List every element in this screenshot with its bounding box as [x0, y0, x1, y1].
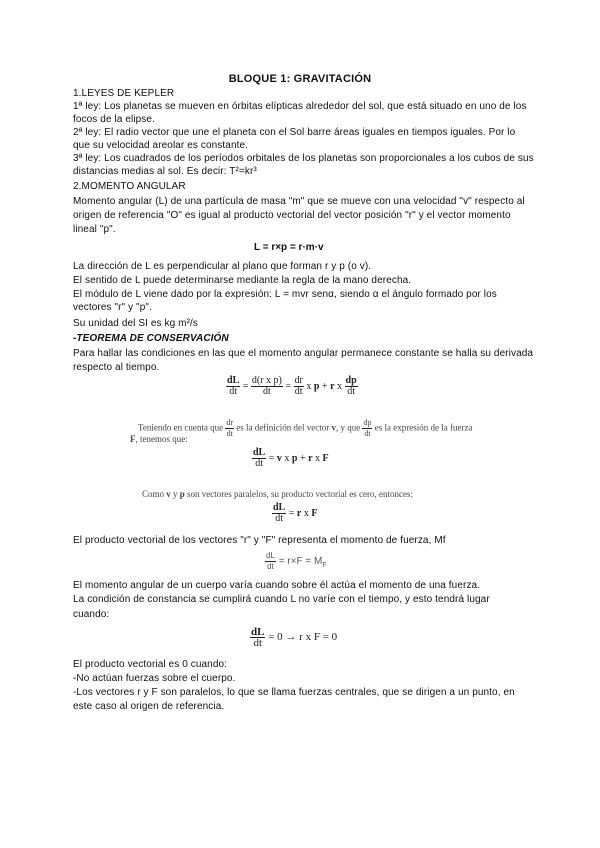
paragraph-line: Su unidad del SI es kg m²/s [73, 318, 198, 329]
paragraph-line: El producto vectorial es 0 cuando: [73, 659, 228, 670]
page-title: BLOQUE 1: GRAVITACIÓN [228, 73, 372, 85]
paragraph-line: Para hallar las condiciones en las que el momento angular permanece constante se halla su derivada [73, 348, 534, 359]
section-heading-kepler: 1.LEYES DE KEPLER [73, 88, 175, 99]
equation-torque-form: $\frac{dL}{dt}$ = r x F [273, 502, 318, 524]
explanation-line: F, tenemos que: [130, 434, 188, 444]
paragraph-line: El producto vectorial de los vectores "r" y "F" representa el momento de fuerza, Mf [73, 535, 446, 546]
equation-angular-momentum: L = r×p = r·m·v [254, 242, 324, 253]
equation-moment-of-force: $\frac{dL}{dt}$ = $r\times F = M_F$ [266, 551, 327, 571]
equation-conservation-condition: $\frac{dL}{dt}$ = 0 → r x F = 0 [251, 626, 338, 649]
paragraph-line: vectores "r" y "p". [73, 302, 152, 313]
explanation-line: Teniendo en cuenta que $\frac{dr}{dt}$ es la definición del vector v, y que $\frac{dp}{dt}$ es la expresión de la fuerza [138, 418, 473, 438]
paragraph-line: El momento angular de un cuerpo varía cuando sobre él actúa el momento de una fuerza. [73, 580, 481, 591]
paragraph-line: 3ª ley: Los cuadrados de los períodos orbitales de los planetas son proporcionales a los cubos de sus [73, 153, 534, 164]
section-heading-conservation: -TEOREMA DE CONSERVACIÓN [73, 333, 229, 344]
equation-derivative-expansion: $\frac{dL}{dt}$ = $\frac{\text{d(r x p)}}{dt}$ = $\frac{dr}{dt}$ x p + r x $\frac{dp}{dt}$ [227, 375, 357, 397]
paragraph-line: El sentido de L puede determinarse mediante la regla de la mano derecha. [73, 275, 412, 286]
paragraph-line: distancias medias al sol. Es decir: T²=kr³ [73, 166, 257, 177]
paragraph-line: Momento angular (L) de una partícula de masa "m" que se mueve con una velocidad "v" respecto al [73, 196, 525, 207]
paragraph-line: este caso al origen de referencia. [73, 701, 225, 712]
paragraph-line: 1ª ley: Los planetas se mueven en órbitas elípticas alrededor del sol, que está situado en uno de los [73, 101, 527, 112]
paragraph-line: focos de la elipse. [73, 114, 155, 125]
paragraph-line: origen de referencia "O" es igual al producto vectorial del vector posición "r" y el vector momento [73, 210, 511, 221]
paragraph-line: La dirección de L es perpendicular al plano que forman r y p (o v). [73, 261, 372, 272]
list-item: -No actúan fuerzas sobre el cuerpo. [73, 673, 236, 684]
paragraph-line: La condición de constancia se cumplirá cuando L no varíe con el tiempo, y esto tendrá lugar [73, 594, 490, 605]
paragraph-line: lineal "p". [73, 224, 116, 235]
paragraph-line: 2ª ley: El radio vector que une el planeta con el Sol barre áreas iguales en tiempos iguales. Por lo [73, 127, 516, 138]
equation-derivative-simplified: $\frac{dL}{dt}$ = v x p + r x F [253, 447, 329, 469]
explanation-line: Como v y p son vectores paralelos, su producto vectorial es cero, entonces: [142, 489, 413, 499]
list-item: -Los vectores r y F son paralelos, lo que se llama fuerzas centrales, que se dirigen a un punto, en [73, 687, 515, 698]
paragraph-line: respecto al tiempo. [73, 362, 160, 373]
paragraph-line: que su velocidad areolar es constante. [73, 140, 249, 151]
section-heading-angular-momentum: 2.MOMENTO ANGULAR [73, 181, 186, 192]
paragraph-line: El módulo de L viene dado por la expresión: L = mvr senα, siendo α el ángulo formado por los [73, 289, 497, 300]
paragraph-line: cuando: [73, 609, 110, 620]
